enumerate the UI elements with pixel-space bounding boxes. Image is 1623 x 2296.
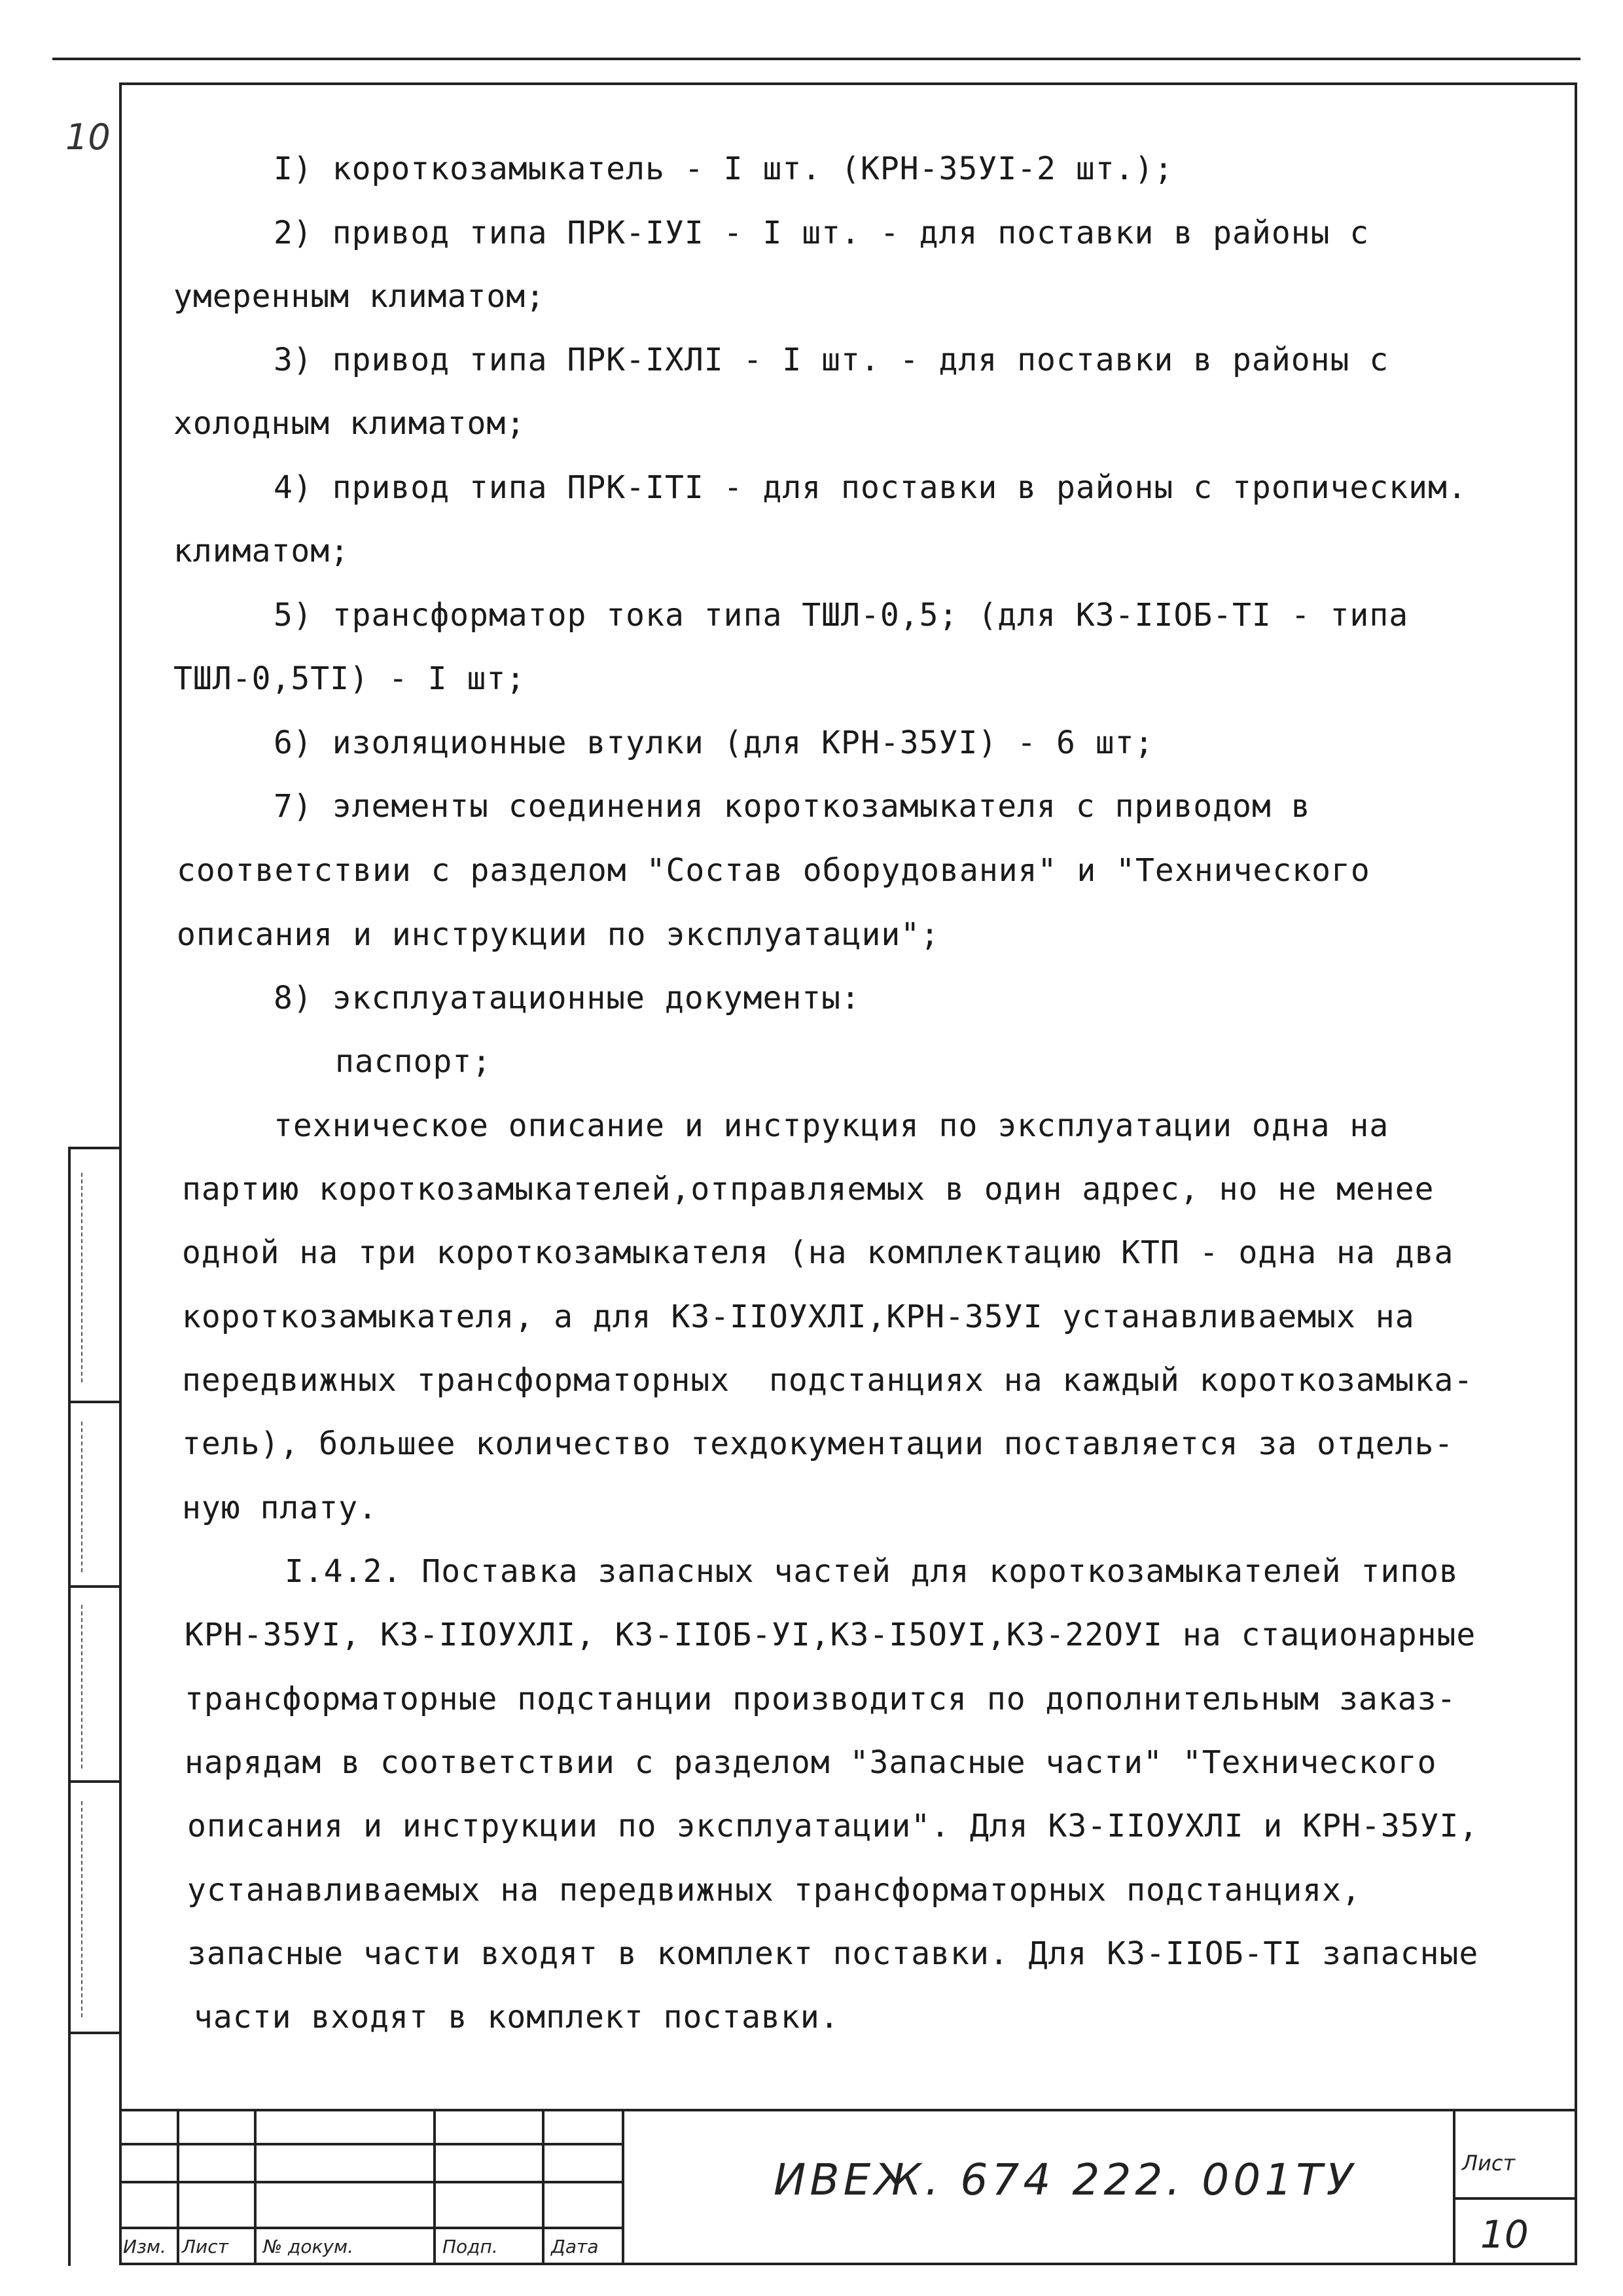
- body-line: устанавливаемых на передвижных трансформаторных подстанциях,: [187, 1872, 1361, 1909]
- body-line: ТШЛ-0,5ТI) - I шт;: [173, 660, 526, 697]
- body-line: короткозамыкателя, а для КЗ-IIОУХЛI,КРН-35УI устанавливаемых на: [182, 1299, 1415, 1335]
- title-block-row-line: [119, 2227, 622, 2229]
- body-line: соответствии с разделом "Состав оборудования" и "Технического: [177, 852, 1370, 889]
- body-line: одной на три короткозамыкателя (на комплектацию КТП - одна на два: [182, 1234, 1454, 1271]
- body-line: 2) привод типа ПРК-IУI - I шт. - для поставки в районы с: [274, 215, 1370, 251]
- title-block-col-line: [177, 2109, 179, 2265]
- header-data: Дата: [551, 2236, 599, 2257]
- body-line: описания и инструкции по эксплуатации". Для КЗ-IIОУХЛI и КРН-35УI,: [187, 1808, 1479, 1844]
- body-line: ную плату.: [182, 1490, 378, 1526]
- title-block-top-line: [119, 2109, 1577, 2111]
- body-line: I.4.2. Поставка запасных частей для короткозамыкателей типов: [285, 1553, 1459, 1590]
- title-block-row-line: [119, 2181, 622, 2183]
- body-line: нарядам в соответствии с разделом "Запасные части" "Технического: [185, 1744, 1437, 1781]
- margin-faint-marks: [81, 1422, 82, 1572]
- body-line: тель), большее количество техдокументации поставляется за отдель-: [182, 1426, 1454, 1462]
- body-line: паспорт;: [335, 1043, 492, 1080]
- body-line: 7) элементы соединения короткозамыкателя с приводом в: [274, 788, 1311, 825]
- header-podp: Подп.: [442, 2236, 498, 2257]
- title-block-row-line: [119, 2143, 622, 2145]
- header-izm: Изм.: [123, 2236, 166, 2257]
- top-border-line: [52, 58, 1580, 60]
- body-line: техническое описание и инструкция по эксплуатации одна на: [274, 1107, 1389, 1144]
- title-block: [119, 2109, 1577, 2265]
- sheet-label: Лист: [1462, 2151, 1516, 2176]
- body-line: трансформаторные подстанции производится по дополнительным заказ-: [185, 1681, 1457, 1717]
- body-line: партию короткозамыкателей,отправляемых в один адрес, но не менее: [182, 1171, 1435, 1208]
- title-block-col-line: [542, 2109, 544, 2265]
- body-line: описания и инструкции по эксплуатации";: [177, 916, 940, 953]
- margin-divider: [68, 1401, 120, 1403]
- margin-faint-marks: [81, 1605, 82, 1768]
- body-line: 5) трансформатор тока типа ТШЛ-0,5; (для КЗ-IIОБ-ТI - типа: [274, 597, 1409, 634]
- body-line: климатом;: [173, 533, 350, 569]
- title-block-col-line: [622, 2109, 624, 2265]
- margin-faint-marks: [81, 1801, 82, 2017]
- body-line: холодным климатом;: [173, 405, 526, 442]
- margin-divider: [68, 1147, 120, 1149]
- body-line: части входят в комплект поставки.: [194, 1999, 840, 2036]
- body-line: I) короткозамыкатель - I шт. (КРН-35УI-2 шт.);: [274, 151, 1174, 187]
- body-line: 4) привод типа ПРК-ITI - для поставки в районы с тропическим.: [274, 469, 1467, 506]
- margin-divider: [68, 1780, 120, 1783]
- body-line: запасные части входят в комплект поставки. Для КЗ-IIОБ-ТI запасные: [187, 1935, 1479, 1972]
- body-line: КРН-35УI, КЗ-IIОУХЛI, КЗ-IIОБ-УI,КЗ-I5ОУI,КЗ-22ОУI на стационарные: [185, 1617, 1476, 1653]
- body-line: 3) привод типа ПРК-IХЛI - I шт. - для поставки в районы с: [274, 342, 1389, 378]
- margin-divider: [68, 2032, 120, 2034]
- title-block-col-line: [254, 2109, 257, 2265]
- header-dokum: № докум.: [263, 2236, 354, 2257]
- margin-faint-marks: [81, 1173, 82, 1382]
- body-line: умеренным климатом;: [173, 278, 546, 315]
- margin-strip-border: [68, 1147, 71, 2266]
- handwritten-page-number: 10: [65, 117, 111, 158]
- document-number: ИВЕЖ. 674 222. 001ТУ: [774, 2155, 1357, 2205]
- body-line: 6) изоляционные втулки (для КРН-35УI) - 6 шт;: [274, 725, 1154, 761]
- title-block-col-line: [433, 2109, 436, 2265]
- sheet-number: 10: [1480, 2212, 1529, 2257]
- left-margin-strip: [68, 1147, 120, 2266]
- margin-divider: [68, 1585, 120, 1588]
- body-line: передвижных трансформаторных подстанциях на каждый короткозамыка-: [182, 1362, 1474, 1399]
- body-line: 8) эксплуатационные документы:: [274, 980, 861, 1016]
- header-list: Лист: [182, 2236, 228, 2257]
